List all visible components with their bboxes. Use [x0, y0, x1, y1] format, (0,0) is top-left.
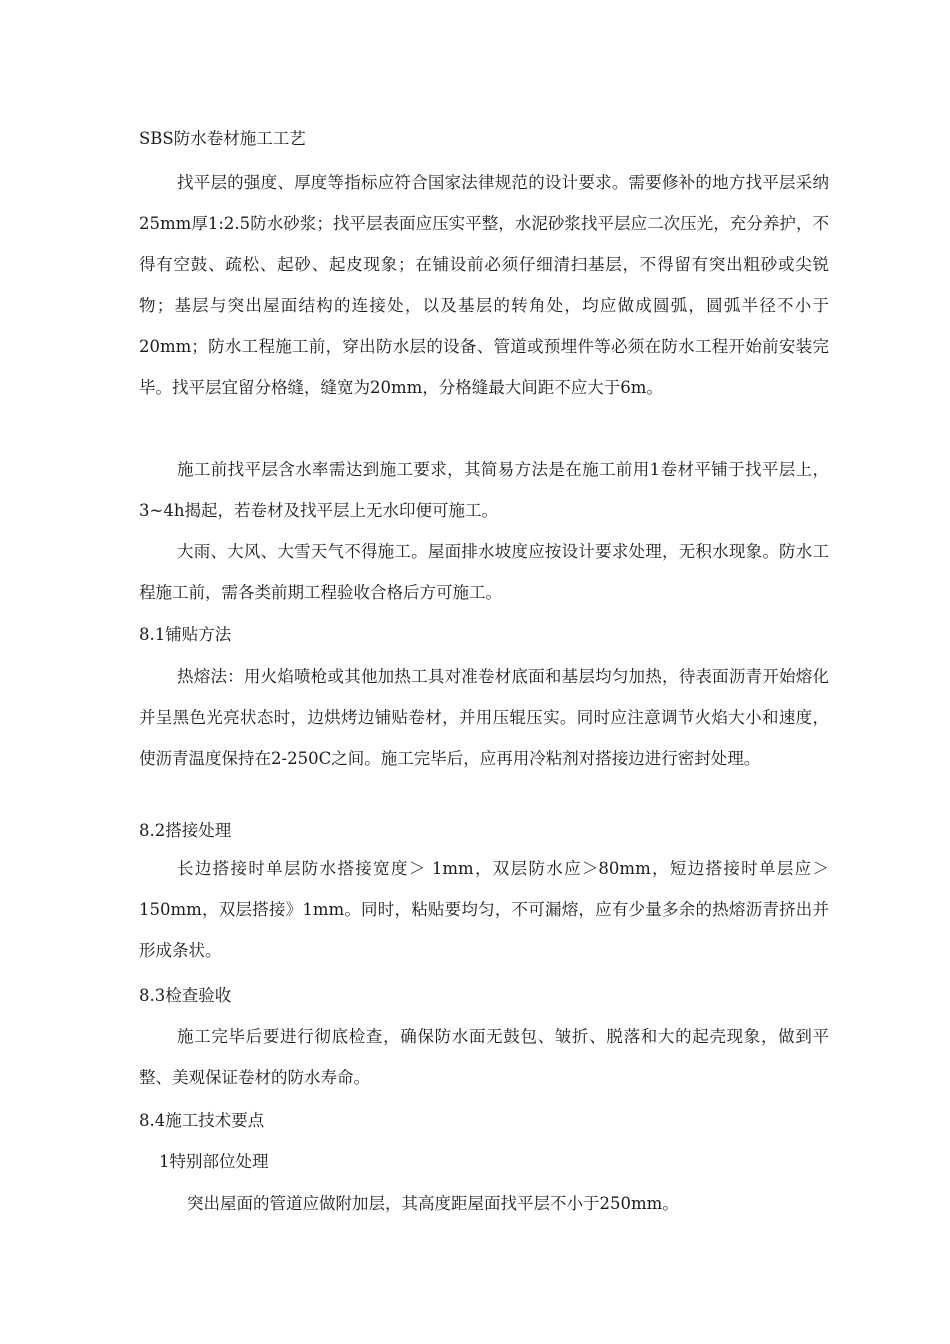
section-8-1-heading: 8.1铺贴方法: [139, 625, 232, 644]
section-8-1-text: 热熔法：用火焰喷枪或其他加热工具对准卷材底面和基层均匀加热，待表面沥青开始熔化并呈黑色光亮状态时，边烘烤边铺贴卷材，并用压辊压实。同时应注意调节火焰大小和速度，使沥青温度保持在2-250C之间。施工完毕后，应再用冷粘剂对搭接边进行密封处理。: [139, 667, 829, 768]
section-8-3-text: 施工完毕后要进行彻底检查，确保防水面无鼓包、皱折、脱落和大的起壳现象，做到平整、美观保证卷材的防水寿命。: [139, 1027, 829, 1087]
section-8-2-text: 长边搭接时单层防水搭接宽度＞ 1mm，双层防水应＞80mm，短边搭接时单层应＞150mm，双层搭接》1mm。同时，粘贴要均匀，不可漏熔，应有少量多余的热熔沥青挤出并形成条状。: [139, 859, 829, 960]
paragraph-moisture-test: 施工前找平层含水率需达到施工要求，其简易方法是在施工前用1卷材平铺于找平层上，3~4h揭起，若卷材及找平层上无水印便可施工。: [139, 460, 829, 520]
paragraph-leveling-layer: 找平层的强度、厚度等指标应符合国家法律规范的设计要求。需要修补的地方找平层采纳25mm厚1:2.5防水砂浆；找平层表面应压实平整，水泥砂浆找平层应二次压光，充分养护，不得有空鼓、疏松、起砂、起皮现象；在铺设前必须仔细清扫基层，不得留有突出粗砂或尖锐物；基层与突出屋面结构的连接处，以及基层的转角处，均应做成圆弧，圆弧半径不小于20mm；防水工程施工前，穿出防水层的设备、管道或预埋件等必须在防水工程开始前安装完毕。找平层宜留分格缝，缝宽为20mm，分格缝最大间距不应大于6m。: [139, 173, 829, 397]
paragraph-weather: 大雨、大风、大雪天气不得施工。屋面排水坡度应按设计要求处理，无积水现象。防水工程施工前，需各类前期工程验收合格后方可施工。: [139, 542, 829, 602]
section-8-4-sub-heading: 1特别部位处理: [159, 1152, 269, 1171]
document-title: SBS防水卷材施工工艺: [139, 129, 306, 148]
section-8-4-text: 突出屋面的管道应做附加层，其高度距屋面找平层不小于250mm。: [187, 1194, 679, 1213]
section-8-3-heading: 8.3检查验收: [139, 986, 232, 1005]
section-8-4-heading: 8.4施工技术要点: [139, 1111, 265, 1130]
section-8-2-heading: 8.2搭接处理: [139, 821, 232, 840]
